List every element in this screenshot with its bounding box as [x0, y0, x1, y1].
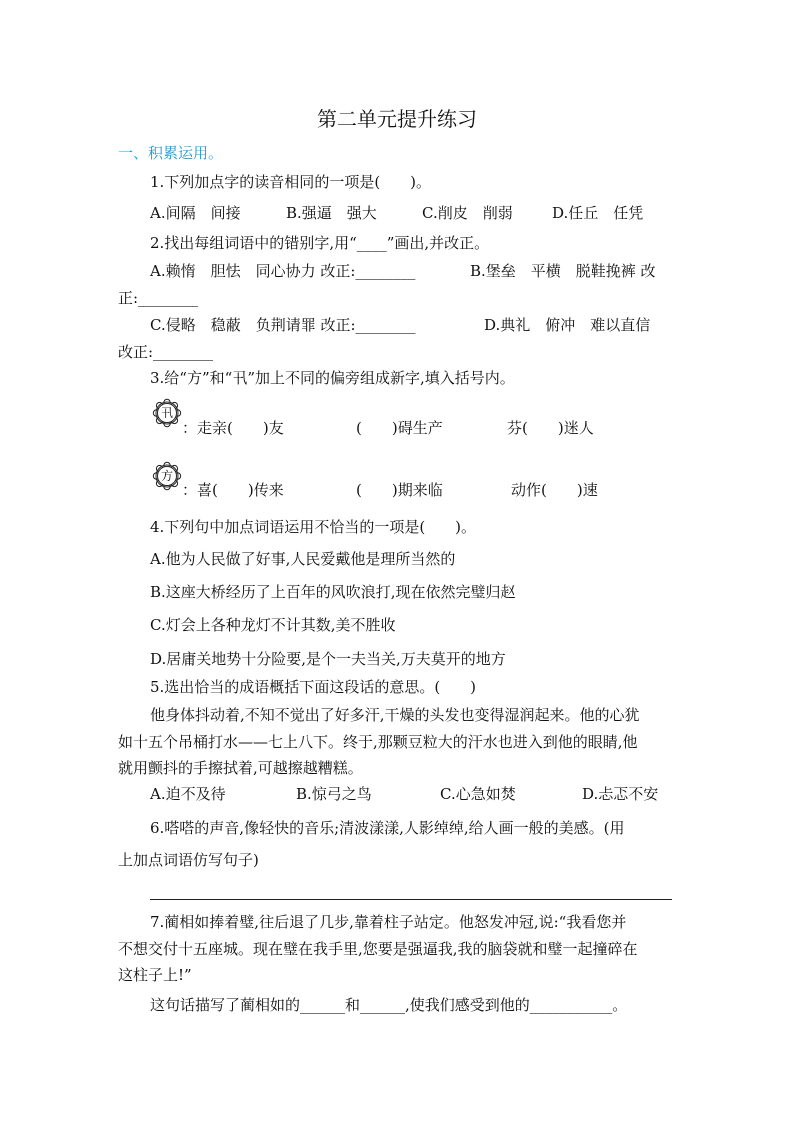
- question-2-line-d-cont: 改正:________: [118, 343, 214, 361]
- question-2-line-b-cont: 正:________: [118, 289, 199, 307]
- question-2-line-a: A.赖惰 胆怯 同心协力 改正:________: [150, 262, 416, 280]
- question-5-passage-line-2: 如十五个吊桶打水——七上八下。终于,那颗豆粒大的汗水也进入到他的眼睛,他: [118, 733, 638, 751]
- answer-line[interactable]: [150, 899, 672, 900]
- question-3-row-2-item-2: ( )期来临: [356, 481, 443, 499]
- flower-seal-icon: [152, 461, 182, 491]
- question-1-option-c: C.削皮 削弱: [422, 204, 513, 222]
- question-4-stem: 4.下列句中加点词语运用不恰当的一项是( )。: [150, 518, 477, 536]
- question-1-option-d: D.任丘 任凭: [552, 204, 644, 222]
- question-4-option-a: A.他为人民做了好事,人民爱戴他是理所当然的: [150, 550, 456, 568]
- question-1-stem: 1.下列加点字的读音相同的一项是( )。: [150, 173, 432, 191]
- question-4-option-c: C.灯会上各种龙灯不计其数,美不胜收: [150, 616, 396, 634]
- question-7-passage-line-3: 这柱子上!”: [118, 966, 192, 984]
- question-7-passage-line-2: 不想交付十五座城。现在璧在我手里,您要是强逼我,我的脑袋就和璧一起撞碎在: [118, 940, 638, 958]
- question-4-option-b: B.这座大桥经历了上百年的风吹浪打,现在依然完璧归赵: [150, 583, 516, 601]
- page-title: 第二单元提升练习: [317, 107, 477, 131]
- question-2-stem: 2.找出每组词语中的错别字,用“____”画出,并改正。: [150, 234, 490, 252]
- question-5-option-c: C.心急如焚: [440, 785, 516, 803]
- question-1-option-a: A.间隔 间接: [150, 204, 241, 222]
- question-3-stem: 3.给“方”和“卂”加上不同的偏旁组成新字,填入括号内。: [150, 369, 515, 387]
- question-2-line-d: D.典礼 俯冲 难以直信: [484, 316, 651, 334]
- question-5-stem: 5.选出恰当的成语概括下面这段话的意思。( ): [150, 678, 477, 696]
- question-3-row-1-item-2: ( )碍生产: [356, 419, 443, 437]
- question-5-option-a: A.迫不及待: [150, 785, 226, 803]
- flower-seal-icon: [152, 398, 182, 428]
- question-4-option-d: D.居庸关地势十分险要,是个一夫当关,万夫莫开的地方: [150, 650, 506, 668]
- question-5-passage-line-1: 他身体抖动着,不知不觉出了好多汗,干燥的头发也变得湿润起来。他的心犹: [150, 706, 640, 724]
- question-2-line-c: C.侵略 稳蔽 负荆请罪 改正:________: [150, 316, 416, 334]
- seal-character: 卂: [160, 406, 173, 420]
- question-3-row-2-item-1: ：喜( )传来: [182, 481, 284, 499]
- section-heading: 一、积累运用。: [118, 144, 224, 162]
- question-7-passage-line-1: 7.蔺相如捧着璧,往后退了几步,靠着柱子站定。他怒发冲冠,说:“我看您并: [150, 913, 627, 931]
- question-3-row-1-item-3: 芬( )迷人: [507, 419, 594, 437]
- question-6-line-1: 6.嗒嗒的声音,像轻快的音乐;清波漾漾,人影绰绰,给人画一般的美感。(用: [150, 819, 625, 837]
- question-7-fill-in: 这句话描写了蔺相如的______和______,使我们感受到他的___________。: [150, 996, 628, 1014]
- question-6-line-2: 上加点词语仿写句子): [118, 851, 259, 869]
- question-1-option-b: B.强逼 强大: [286, 204, 377, 222]
- question-3-row-1-item-1: ：走亲( )友: [182, 419, 284, 437]
- question-2-line-b: B.堡垒 平横 脱鞋挽裤 改: [470, 262, 656, 280]
- seal-character: 方: [160, 469, 173, 483]
- question-5-option-b: B.惊弓之鸟: [296, 785, 372, 803]
- question-5-option-d: D.忐忑不安: [582, 785, 659, 803]
- question-3-row-2-item-3: 动作( )速: [511, 481, 598, 499]
- question-5-passage-line-3: 就用颤抖的手擦拭着,可越擦越糟糕。: [118, 759, 363, 777]
